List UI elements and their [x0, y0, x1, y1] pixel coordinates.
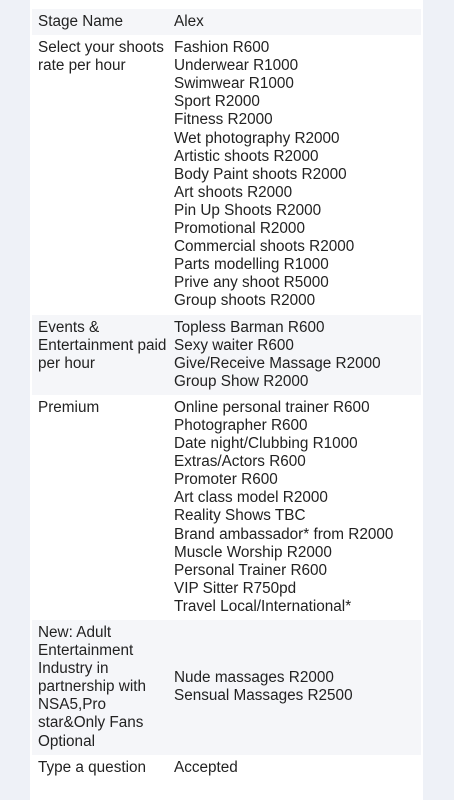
- value-item: Sensual Massages R2500: [174, 687, 353, 705]
- row-values: [168, 9, 421, 35]
- details-table: [32, 9, 421, 781]
- row-values: [168, 620, 421, 755]
- value-item: Give/Receive Massage R2000: [174, 354, 381, 372]
- row-label: Premium: [32, 395, 168, 620]
- table-row-events: [32, 315, 421, 395]
- value-item: Wet photography R2000: [174, 129, 340, 147]
- value-item: Nude massages R2000: [174, 669, 334, 687]
- value-item: Alex: [174, 13, 204, 30]
- row-label: Select your shoots rate per hour: [32, 35, 168, 314]
- value-item: Underwear R1000: [174, 57, 299, 75]
- value-item: Art class model R2000: [174, 489, 328, 507]
- table-row-stage-name: [32, 9, 421, 35]
- table-row-premium: [32, 395, 421, 620]
- value-item: Art shoots R2000: [174, 183, 293, 201]
- value-item: Sexy waiter R600: [174, 336, 294, 354]
- value-item: Fitness R2000: [174, 111, 273, 129]
- value-item: Muscle Worship R2000: [174, 543, 332, 561]
- value-item: Promotional R2000: [174, 220, 305, 238]
- table-row-adult-entertainment: [32, 620, 421, 755]
- value-item: Fashion R600: [174, 39, 270, 57]
- value-item: Group Show R2000: [174, 372, 309, 390]
- value-item: Accepted: [174, 758, 238, 776]
- row-values: [168, 755, 421, 781]
- value-item: Body Paint shoots R2000: [174, 165, 347, 183]
- row-values: [168, 35, 421, 314]
- row-label: Stage Name: [32, 9, 168, 35]
- value-item: Brand ambassador* from R2000: [174, 525, 394, 543]
- row-label: New: Adult Entertainment Industry in partnership with NSA5,Pro star&Only Fans Optional: [32, 620, 168, 755]
- content-panel: [30, 0, 423, 800]
- row-values: [168, 395, 421, 620]
- value-item: Reality Shows TBC: [174, 507, 306, 525]
- value-item: VIP Sitter R750pd: [174, 579, 297, 597]
- value-item: Artistic shoots R2000: [174, 147, 319, 165]
- value-item: Parts modelling R1000: [174, 256, 329, 274]
- table-row-question: [32, 755, 421, 781]
- value-item: Sport R2000: [174, 93, 260, 111]
- value-item: Topless Barman R600: [174, 318, 325, 336]
- value-item: Online personal trainer R600: [174, 398, 370, 416]
- value-item: Prive any shoot R5000: [174, 274, 329, 292]
- value-item: Promoter R600: [174, 471, 278, 489]
- value-item: Travel Local/International*: [174, 597, 352, 615]
- value-item: Group shoots R2000: [174, 292, 316, 310]
- row-label: Events & Entertainment paid per hour: [32, 315, 168, 395]
- table-row-shoots-rate: [32, 35, 421, 314]
- value-item: Photographer R600: [174, 416, 308, 434]
- value-item: Date night/Clubbing R1000: [174, 435, 358, 453]
- value-item: Commercial shoots R2000: [174, 238, 355, 256]
- row-values: [168, 315, 421, 395]
- value-item: Personal Trainer R600: [174, 561, 328, 579]
- value-item: Swimwear R1000: [174, 75, 294, 93]
- row-label: Type a question: [32, 755, 168, 781]
- value-item: Pin Up Shoots R2000: [174, 201, 322, 219]
- value-item: Extras/Actors R600: [174, 453, 306, 471]
